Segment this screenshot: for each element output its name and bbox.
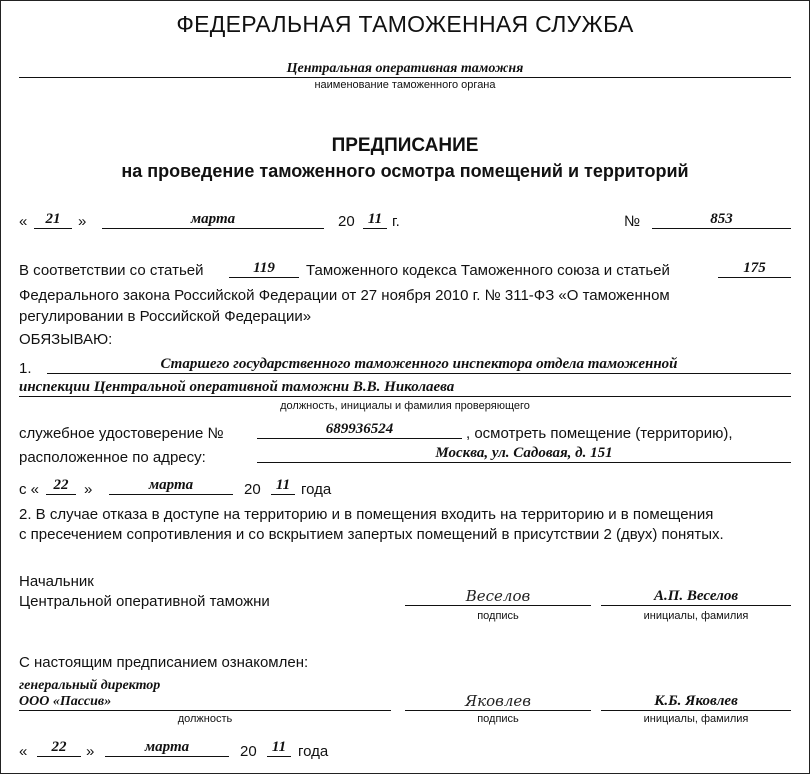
date-year-field: 11 xyxy=(363,211,387,229)
sign-date-open-quote: « xyxy=(19,743,28,760)
acquainted-name-field: К.Б. Яковлев xyxy=(601,693,791,711)
from-century: 20 xyxy=(244,481,261,498)
sign-date-year-suffix: года xyxy=(298,743,329,760)
item1-number: 1. xyxy=(19,360,32,377)
customs-organ-field: Центральная оперативная таможня xyxy=(19,60,791,78)
date-day-field: 21 xyxy=(34,211,72,229)
id-label: служебное удостоверение № xyxy=(19,425,224,442)
chief-signature: Веселов xyxy=(405,588,591,606)
acquainted-label: С настоящим предписанием ознакомлен: xyxy=(19,654,309,671)
inspector-line1-field: Старшего государственного таможенного инспектора отдела таможенной xyxy=(47,356,791,374)
id-number-field: 689936524 xyxy=(257,421,462,439)
from-label: с « xyxy=(19,481,40,498)
obliges-label: ОБЯЗЫВАЮ: xyxy=(19,331,113,348)
document-subtitle: на проведение таможенного осмотра помещений и территорий xyxy=(121,161,689,181)
date-open-quote: « xyxy=(19,213,28,230)
sign-date-day-field: 22 xyxy=(37,739,81,757)
para1-line2: Федерального закона Российской Федерации от 27 ноября 2010 г. № 311-ФЗ «О таможенном xyxy=(19,287,670,304)
from-year-suffix: года xyxy=(301,481,332,498)
chief-title-line1: Начальник xyxy=(19,573,94,590)
position-line1: генеральный директор xyxy=(19,678,161,693)
article2-field: 175 xyxy=(718,260,791,278)
sign-date-century: 20 xyxy=(240,743,257,760)
date-century: 20 xyxy=(338,213,355,230)
acquainted-signature-caption: подпись xyxy=(477,713,519,725)
chief-signature-caption: подпись xyxy=(477,610,519,622)
article1-field: 119 xyxy=(229,260,299,278)
inspector-line2-field: инспекции Центральной оперативной таможни В.В. Николаева xyxy=(19,379,791,397)
address-label: расположенное по адресу: xyxy=(19,449,206,466)
para1-text-a: В соответствии со статьей xyxy=(19,262,204,279)
service-title: ФЕДЕРАЛЬНАЯ ТАМОЖЕННАЯ СЛУЖБА xyxy=(176,11,634,37)
position-caption: должность xyxy=(177,713,233,725)
date-year-suffix: г. xyxy=(392,213,400,230)
acquainted-name-caption: инициалы, фамилия xyxy=(643,713,749,725)
id-suffix-text: , осмотреть помещение (территорию), xyxy=(466,425,733,442)
from-close-quote: » xyxy=(84,481,93,498)
chief-name-field: А.П. Веселов xyxy=(601,588,791,606)
para1-text-b: Таможенного кодекса Таможенного союза и статьей xyxy=(306,262,670,279)
from-day-field: 22 xyxy=(46,477,76,495)
number-label: № xyxy=(624,213,641,230)
acquainted-signature: Яковлев xyxy=(405,693,591,711)
position-line2-field: ООО «Пассив» xyxy=(19,693,391,711)
document-title: ПРЕДПИСАНИЕ xyxy=(331,135,479,156)
inspector-caption: должность, инициалы и фамилия проверяющего xyxy=(280,400,530,412)
sign-date-month-field: марта xyxy=(105,739,229,757)
date-close-quote: » xyxy=(78,213,87,230)
item2-line1: 2. В случае отказа в доступе на территорию и в помещения входить на территорию и в помещения xyxy=(19,506,714,523)
chief-title-line2: Центральной оперативной таможни xyxy=(19,593,270,610)
chief-name-caption: инициалы, фамилия xyxy=(643,610,749,622)
from-year-field: 11 xyxy=(271,477,295,495)
date-month-field: марта xyxy=(102,211,324,229)
address-field: Москва, ул. Садовая, д. 151 xyxy=(257,445,791,463)
para1-line3: регулировании в Российской Федерации» xyxy=(19,308,312,325)
document-number-field: 853 xyxy=(652,211,791,229)
sign-date-close-quote: » xyxy=(86,743,95,760)
customs-organ-caption: наименование таможенного органа xyxy=(314,79,496,91)
from-month-field: марта xyxy=(109,477,233,495)
item2-line2: с пресечением сопротивления и со вскрытием запертых помещений в присутствии 2 (двух) понятых. xyxy=(19,526,724,543)
sign-date-year-field: 11 xyxy=(267,739,291,757)
